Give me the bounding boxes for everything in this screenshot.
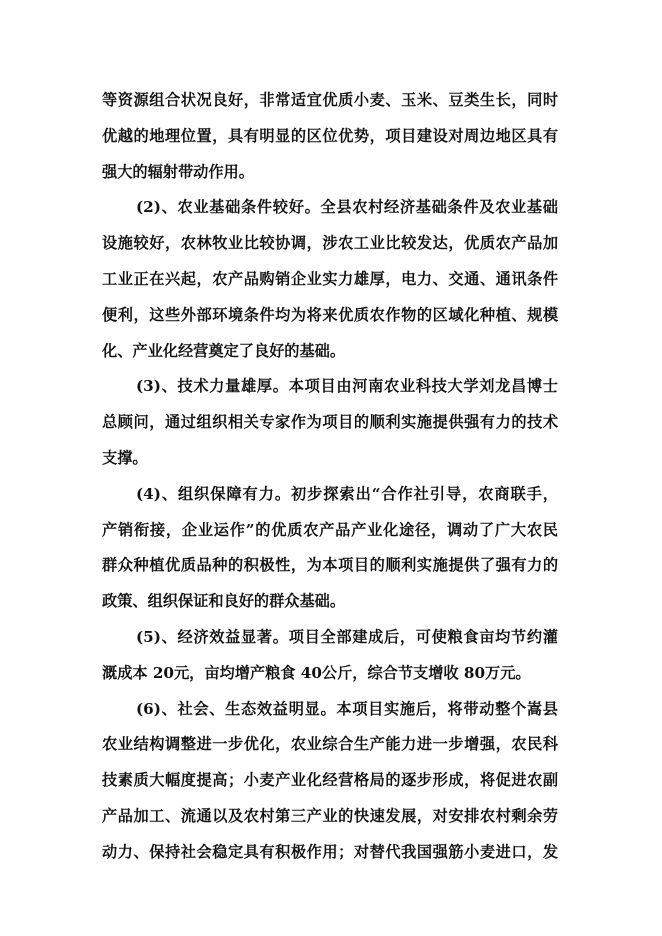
text-line: 强大的辐射带动作用。 [102, 162, 254, 181]
text-line: 产销衔接，企业运作”的优质农产品产业化途径，调动了广大农民 [102, 520, 558, 539]
text-line: 总顾问，通过组织相关专家作为项目的顺利实施提供强有力的技术 [102, 413, 558, 432]
paragraph-heading-4: (4)、组织保障有力。初步探索出“合作社引导，农商联手， [136, 484, 558, 503]
text-line: 工业正在兴起，农产品购销企业实力雄厚，电力、交通、通讯条件 [102, 269, 558, 288]
text-line: 动力、保持社会稳定具有积极作用；对替代我国强筋小麦进口，发 [102, 842, 558, 861]
text-line: 便利，这些外部环境条件均为将来优质农作物的区域化种植、规模 [102, 305, 558, 324]
body-text [102, 83, 558, 871]
paragraph-heading-6: (6)、社会、生态效益明显。本项目实施后，将带动整个嵩县 [136, 699, 558, 718]
text-line: 产品加工、流通以及农村第三产业的快速发展，对安排农村剩余劳 [102, 806, 558, 825]
text-line: 等资源组合状况良好，非常适宜优质小麦、玉米、豆类生长，同时 [102, 91, 558, 109]
paragraph-heading-5: (5)、经济效益显著。项目全部建成后，可使粮食亩均节约灌 [136, 627, 558, 646]
text-line: 设施较好，农林牧业比较协调，涉农工业比较发达，优质农产品加 [102, 234, 558, 253]
text-line: 优越的地理位置，具有明显的区位优势，项目建设对周边地区具有 [102, 126, 558, 145]
text-line: 化、产业化经营奠定了良好的基础。 [102, 341, 345, 360]
text-line: 支撑。 [102, 448, 148, 467]
text-line: 农业结构调整进一步优化，农业综合生产能力进一步增强，农民科 [102, 735, 558, 754]
paragraph-heading-2: (2)、农业基础条件较好。全县农村经济基础条件及农业基础 [136, 198, 558, 217]
text-line: 群众种植优质品种的积极性，为本项目的顺利实施提供了强有力的 [102, 556, 558, 575]
text-line: 溉成本 20元，亩均增产粮食 40公斤，综合节支增收 80万元。 [102, 663, 531, 682]
text-line: 政策、组织保证和良好的群众基础。 [102, 592, 345, 611]
paragraph-heading-3: (3)、技术力量雄厚。本项目由河南农业科技大学刘龙昌博士 [136, 377, 558, 396]
text-line: 技素质大幅度提高；小麦产业化经营格局的逐步形成，将促进农副 [102, 771, 558, 790]
